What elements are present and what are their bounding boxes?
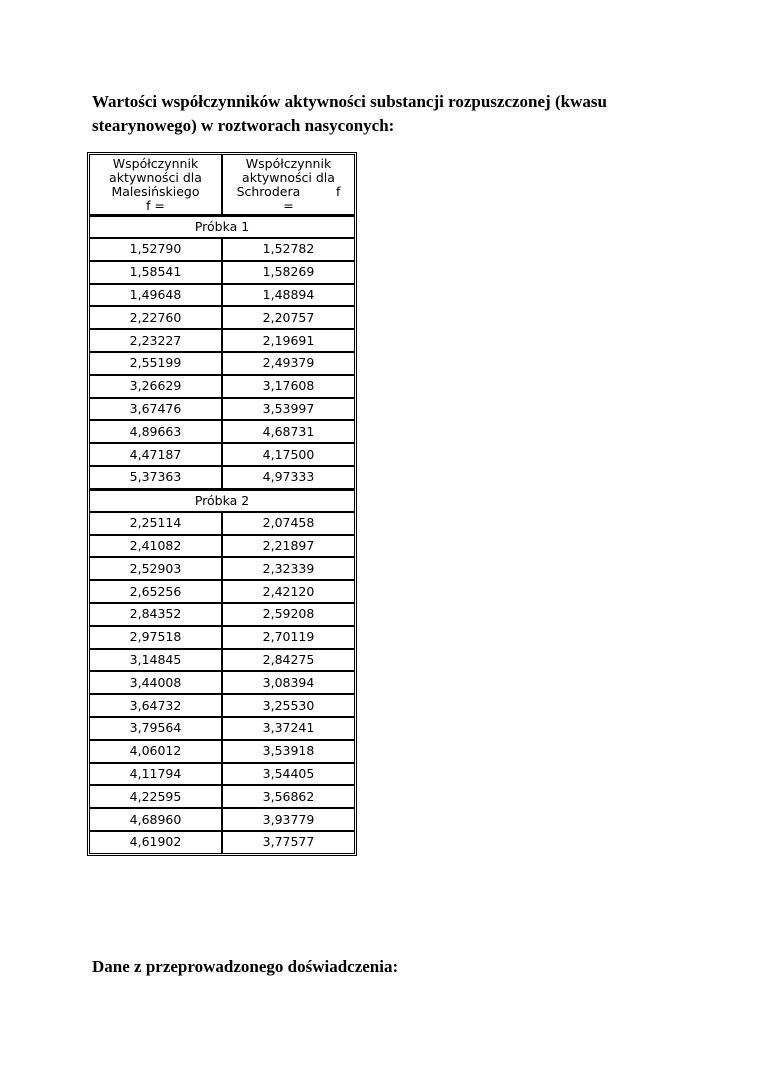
table-row: [89, 284, 355, 307]
table-header-row: [89, 154, 355, 215]
sample-group-row: [89, 489, 355, 512]
schroder-value: 2,07458: [222, 512, 355, 535]
table-row: [89, 557, 355, 580]
malesinski-value: 3,67476: [89, 398, 222, 421]
table-row: [89, 785, 355, 808]
schroder-value: 3,54405: [222, 763, 355, 786]
table-row: [89, 626, 355, 649]
table-row: [89, 763, 355, 786]
schroder-value: 4,17500: [222, 443, 355, 466]
table-row: [89, 329, 355, 352]
schroder-value: 1,58269: [222, 261, 355, 284]
malesinski-value: 5,37363: [89, 466, 222, 489]
malesinski-value: 2,65256: [89, 580, 222, 603]
malesinski-value: 2,23227: [89, 329, 222, 352]
table-row: [89, 671, 355, 694]
schroder-value: 2,32339: [222, 557, 355, 580]
malesinski-value: 3,64732: [89, 694, 222, 717]
sample-label: Próbka 1: [89, 215, 355, 238]
malesinski-value: 2,52903: [89, 557, 222, 580]
schroder-value: 3,53997: [222, 398, 355, 421]
malesinski-value: 1,58541: [89, 261, 222, 284]
header-schroder: Współczynnik aktywności dla Schrodera f =: [222, 154, 355, 215]
table-body: [89, 215, 355, 854]
document-title: Wartości współczynników aktywności substancji rozpuszczonej (kwasu stearynowego) w roztworach nasyconych:: [92, 92, 607, 135]
malesinski-value: 3,14845: [89, 649, 222, 672]
schroder-value: 1,48894: [222, 284, 355, 307]
table-row: [89, 466, 355, 489]
table-row: [89, 717, 355, 740]
malesinski-value: 4,11794: [89, 763, 222, 786]
data-table: [89, 154, 355, 854]
malesinski-value: 1,49648: [89, 284, 222, 307]
schroder-value: 2,70119: [222, 626, 355, 649]
table-row: [89, 420, 355, 443]
malesinski-value: 2,84352: [89, 603, 222, 626]
schroder-value: 2,42120: [222, 580, 355, 603]
table-row: [89, 512, 355, 535]
section-heading: Dane z przeprowadzonego doświadczenia:: [92, 957, 399, 976]
malesinski-value: 2,97518: [89, 626, 222, 649]
schroder-value: 2,21897: [222, 535, 355, 558]
sample-group-row: [89, 215, 355, 238]
header-malesinski: Współczynnik aktywności dla Malesińskiego f =: [89, 154, 222, 215]
schroder-value: 3,37241: [222, 717, 355, 740]
table-row: [89, 808, 355, 831]
table-row: [89, 535, 355, 558]
sample-label: Próbka 2: [89, 489, 355, 512]
table-row: [89, 261, 355, 284]
table-row: [89, 375, 355, 398]
activity-coefficients-table: [87, 152, 357, 856]
table-row: [89, 238, 355, 261]
table-row: [89, 398, 355, 421]
malesinski-value: 1,52790: [89, 238, 222, 261]
malesinski-value: 3,79564: [89, 717, 222, 740]
malesinski-value: 4,22595: [89, 785, 222, 808]
table-row: [89, 649, 355, 672]
schroder-value: 3,56862: [222, 785, 355, 808]
schroder-value: 3,93779: [222, 808, 355, 831]
table-row: [89, 603, 355, 626]
table-row: [89, 352, 355, 375]
table-row: [89, 831, 355, 854]
table-row: [89, 580, 355, 603]
malesinski-value: 4,06012: [89, 740, 222, 763]
table-row: [89, 443, 355, 466]
schroder-value: 4,68731: [222, 420, 355, 443]
malesinski-value: 2,55199: [89, 352, 222, 375]
malesinski-value: 2,41082: [89, 535, 222, 558]
schroder-value: 3,08394: [222, 671, 355, 694]
malesinski-value: 2,25114: [89, 512, 222, 535]
schroder-value: 2,59208: [222, 603, 355, 626]
table-row: [89, 694, 355, 717]
schroder-value: 3,25530: [222, 694, 355, 717]
schroder-value: 3,17608: [222, 375, 355, 398]
schroder-value: 2,49379: [222, 352, 355, 375]
malesinski-value: 4,89663: [89, 420, 222, 443]
schroder-value: 1,52782: [222, 238, 355, 261]
schroder-value: 2,20757: [222, 306, 355, 329]
schroder-value: 3,53918: [222, 740, 355, 763]
malesinski-value: 4,47187: [89, 443, 222, 466]
malesinski-value: 3,44008: [89, 671, 222, 694]
schroder-value: 2,19691: [222, 329, 355, 352]
table-row: [89, 740, 355, 763]
malesinski-value: 4,61902: [89, 831, 222, 854]
malesinski-value: 2,22760: [89, 306, 222, 329]
malesinski-value: 3,26629: [89, 375, 222, 398]
schroder-value: 3,77577: [222, 831, 355, 854]
schroder-value: 2,84275: [222, 649, 355, 672]
schroder-value: 4,97333: [222, 466, 355, 489]
malesinski-value: 4,68960: [89, 808, 222, 831]
table-row: [89, 306, 355, 329]
